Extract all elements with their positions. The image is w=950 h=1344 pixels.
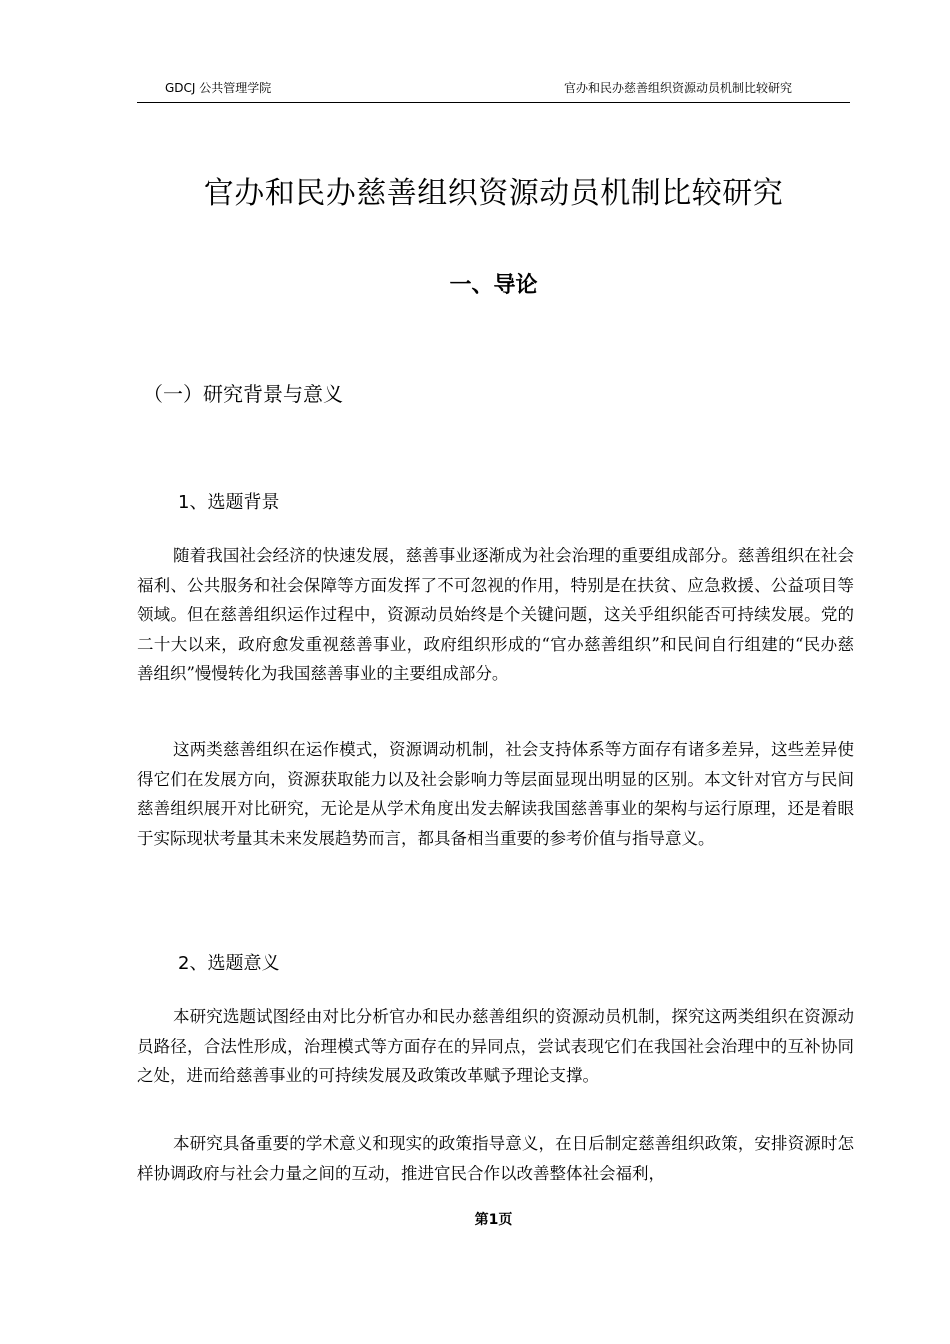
document-title: 官办和民办慈善组织资源动员机制比较研究 [203,176,784,211]
topic-heading-significance: 2、选题意义 [178,953,280,974]
paragraph-background-2: 这两类慈善组织在运作模式，资源调动机制，社会支持体系等方面存有诸多差异，这些差异使得它们在发展方向，资源获取能力以及社会影响力等层面显现出明显的区别。本文针对官方与民间慈善组织展开对比研究，无论是从学术角度出发去解读我国慈善事业的架构与运行原理，还是着眼于实际现状考量其未来发展趋势而言，都具备相当重要的参考价值与指导意义。 [137,740,854,848]
paragraph-significance-2: 本研究具备重要的学术意义和现实的政策指导意义，在日后制定慈善组织政策，安排资源时怎样协调政府与社会力量之间的互动，推进官民合作以改善整体社会福利， [137,1134,854,1183]
section-heading-introduction [137,268,850,304]
header-document-title: 官办和民办慈善组织资源动员机制比较研究 [563,81,792,95]
paragraph-background-1: 随着我国社会经济的快速发展，慈善事业逐渐成为社会治理的重要组成部分。慈善组织在社会福利、公共服务和社会保障等方面发挥了不可忽视的作用，特别是在扶贫、应急救援、公益项目等领域。但在慈善组织运作过程中，资源动员始终是个关键问题，这关乎组织能否可持续发展。党的二十大以来，政府愈发重视慈善事业，政府组织形成的“官办慈善组织”和民间自行组建的“民办慈善组织”慢慢转化为我国慈善事业的主要组成部分。 [137,546,854,683]
header-institution: GDCJ 公共管理学院 [165,81,272,95]
section-heading-text: 一、导论 [449,273,538,298]
paragraph-significance-1: 本研究选题试图经由对比分析官办和民办慈善组织的资源动员机制，探究这两类组织在资源动员路径，合法性形成，治理模式等方面存在的异同点，尝试表现它们在我国社会治理中的互补协同之处，进而给慈善事业的可持续发展及政策改革赋予理论支撑。 [137,1007,854,1085]
page-number: 第1页 [474,1212,513,1228]
topic-heading-background: 1、选题背景 [178,492,280,513]
subsection-heading-background-significance: （一）研究背景与意义 [143,382,343,406]
running-header [137,78,850,103]
